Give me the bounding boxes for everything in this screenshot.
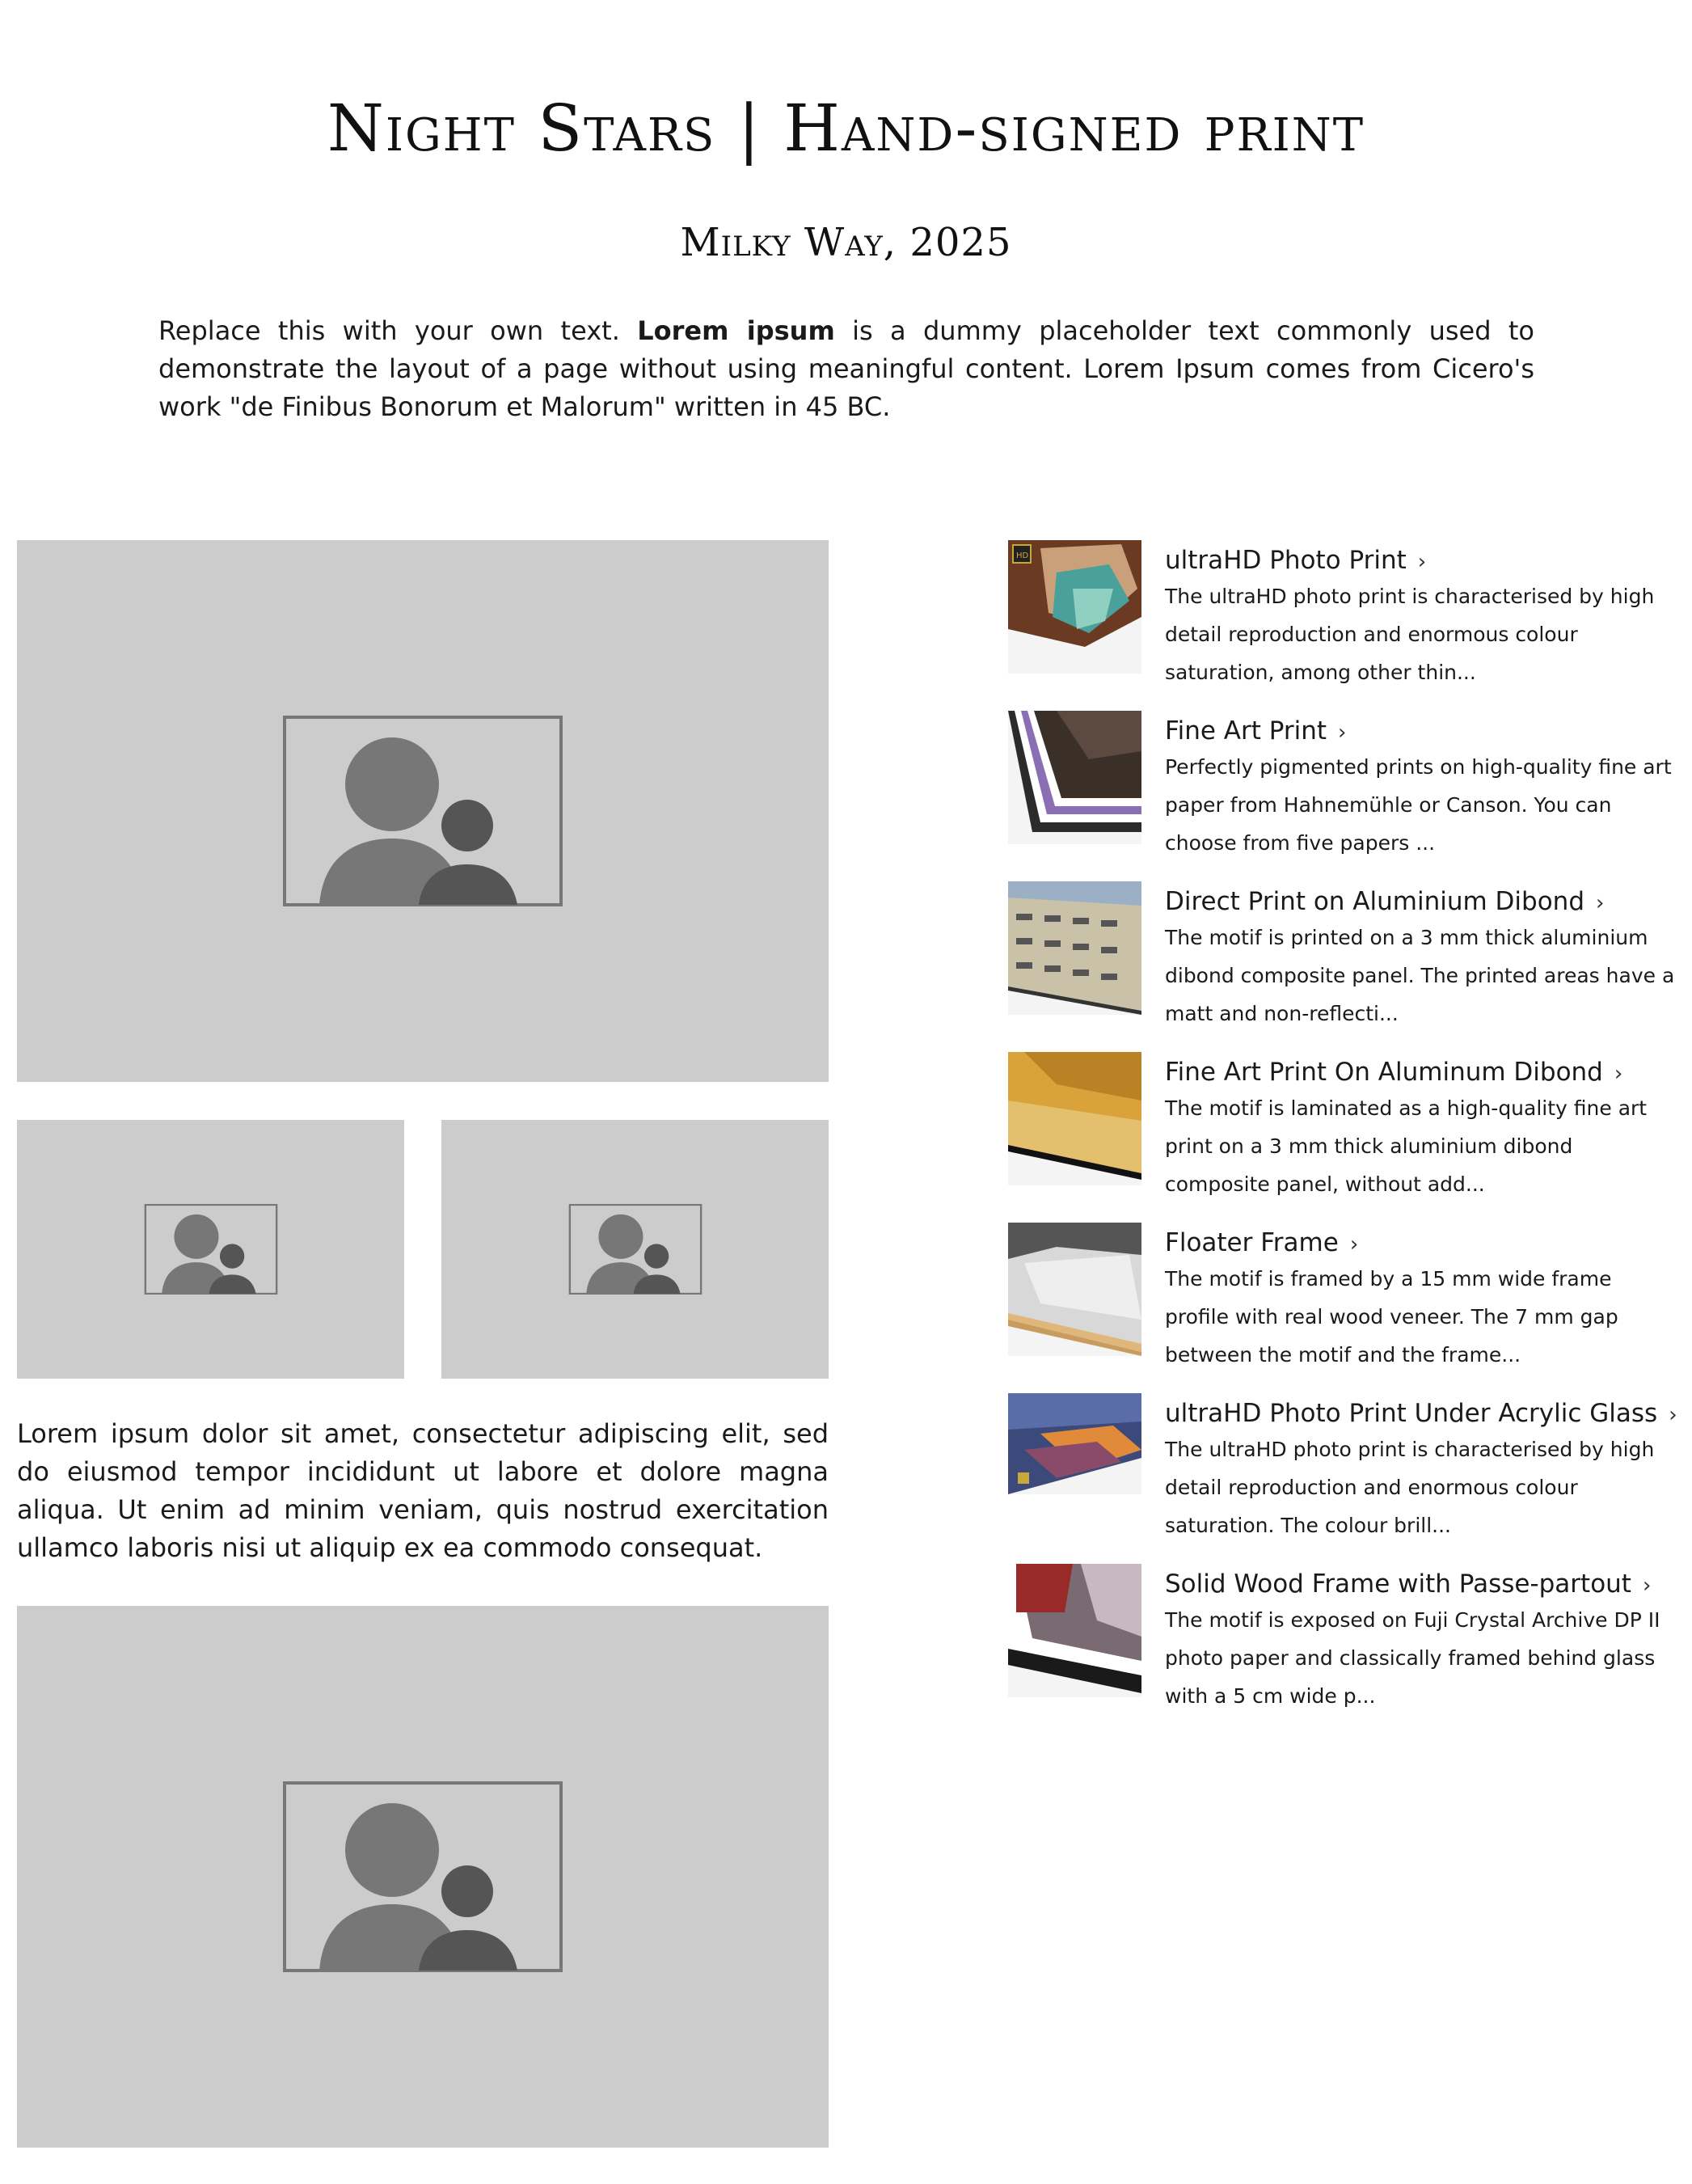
product-description: The motif is printed on a 3 mm thick aluminium dibond composite panel. The printed areas have a matt and non-reflecti... [1165,926,1675,1025]
intro-paragraph [158,312,1534,426]
product-title-link[interactable] [1165,886,1679,919]
product-description: The ultraHD photo print is characterised by high detail reproduction and enormous colour saturation, among other thin... [1165,585,1655,684]
fine-art-aluminum-thumbnail-icon [1008,1052,1141,1185]
product-description: The motif is framed by a 15 mm wide frame profile with real wood veneer. The 7 mm gap between the motif and the frame... [1165,1267,1618,1367]
product-item-fine-art-print[interactable] [1008,711,1679,872]
product-item-direct-print-aluminium[interactable] [1008,881,1679,1043]
floater-frame-thumbnail-icon [1008,1223,1141,1356]
product-item-solid-wood-frame[interactable] [1008,1564,1679,1726]
chevron-right-icon: › [1596,891,1605,915]
product-title[interactable]: Solid Wood Frame with Passe-partout [1165,1569,1631,1599]
chevron-right-icon: › [1417,550,1427,574]
body-paragraph: Lorem ipsum dolor sit amet, consectetur adipiscing elit, sed do eiusmod tempor incididunt ut labore et dolore magna aliqua. Ut enim ad minim veniam, quis nostrud exercitation ullamco laboris nisi ut aliquip ex ea commodo consequat. [17,1418,829,1563]
page-subtitle: Milky Way, 2025 [680,220,1012,265]
fine-art-print-thumbnail-icon [1008,711,1141,844]
product-title[interactable]: Direct Print on Aluminium Dibond [1165,887,1584,916]
image-placeholder-icon [283,716,563,906]
main-image[interactable] [17,540,829,1082]
product-title-link[interactable] [1165,716,1679,748]
product-title[interactable]: Fine Art Print [1165,716,1327,746]
intro-bold-text: Lorem ipsum [637,315,835,346]
product-thumbnail[interactable] [1008,711,1141,844]
chevron-right-icon: › [1614,1062,1623,1086]
ultrahd-print-thumbnail-icon [1008,540,1141,674]
product-item-floater-frame[interactable] [1008,1223,1679,1384]
bottom-image[interactable] [17,1606,829,2148]
product-title-link[interactable] [1165,1227,1679,1260]
product-thumbnail[interactable] [1008,1223,1141,1356]
image-placeholder-icon [283,1781,563,1972]
product-title-link[interactable] [1165,1569,1679,1601]
image-placeholder-icon [144,1204,278,1295]
product-title[interactable]: Fine Art Print On Aluminum Dibond [1165,1058,1603,1087]
gallery-image-1[interactable] [17,1120,404,1379]
image-placeholder-icon [568,1204,703,1295]
product-title-link[interactable] [1165,1057,1679,1089]
product-thumbnail[interactable] [1008,1564,1141,1697]
product-item-acrylic-glass[interactable] [1008,1393,1679,1555]
chevron-right-icon: › [1338,720,1347,745]
solid-wood-frame-thumbnail-icon [1008,1564,1141,1697]
chevron-right-icon: › [1669,1403,1677,1427]
product-thumbnail[interactable] [1008,540,1141,674]
product-title[interactable]: ultraHD Photo Print Under Acrylic Glass [1165,1399,1658,1428]
chevron-right-icon: › [1349,1232,1359,1257]
product-title-link[interactable] [1165,1398,1679,1430]
product-title[interactable]: ultraHD Photo Print [1165,546,1407,575]
product-thumbnail[interactable] [1008,881,1141,1015]
product-title[interactable]: Floater Frame [1165,1228,1339,1257]
intro-text-end: is a dummy placeholder text commonly used to demonstrate the layout of a page without using meaningful content. Lorem Ipsum comes from Cicero's work "de Finibus Bonorum et Malorum" written in 45 BC. [158,315,1535,422]
acrylic-glass-thumbnail-icon [1008,1393,1141,1494]
product-item-fine-art-aluminum[interactable] [1008,1052,1679,1214]
product-thumbnail[interactable] [1008,1052,1141,1185]
product-thumbnail[interactable] [1008,1393,1141,1494]
product-description: The motif is exposed on Fuji Crystal Archive DP II photo paper and classically framed behind glass with a 5 cm wide p... [1165,1608,1660,1708]
page-title: Night Stars | Hand-signed print [327,91,1365,166]
product-description: Perfectly pigmented prints on high-quality fine art paper from Hahnemühle or Canson. You can choose from five papers ... [1165,755,1672,855]
svg-text:HD: HD [1016,551,1029,560]
gallery-image-2[interactable] [441,1120,829,1379]
product-description: The ultraHD photo print is characterised by high detail reproduction and enormous colour saturation. The colour brill... [1165,1438,1655,1537]
product-description: The motif is laminated as a high-quality fine art print on a 3 mm thick aluminium dibond composite panel, without add... [1165,1096,1648,1196]
product-title-link[interactable] [1165,545,1679,577]
aluminium-print-thumbnail-icon [1008,881,1141,1015]
intro-text-start: Replace this with your own text. [158,315,638,346]
product-item-ultrahd-photo-print[interactable] [1008,540,1679,702]
chevron-right-icon: › [1642,1574,1652,1598]
